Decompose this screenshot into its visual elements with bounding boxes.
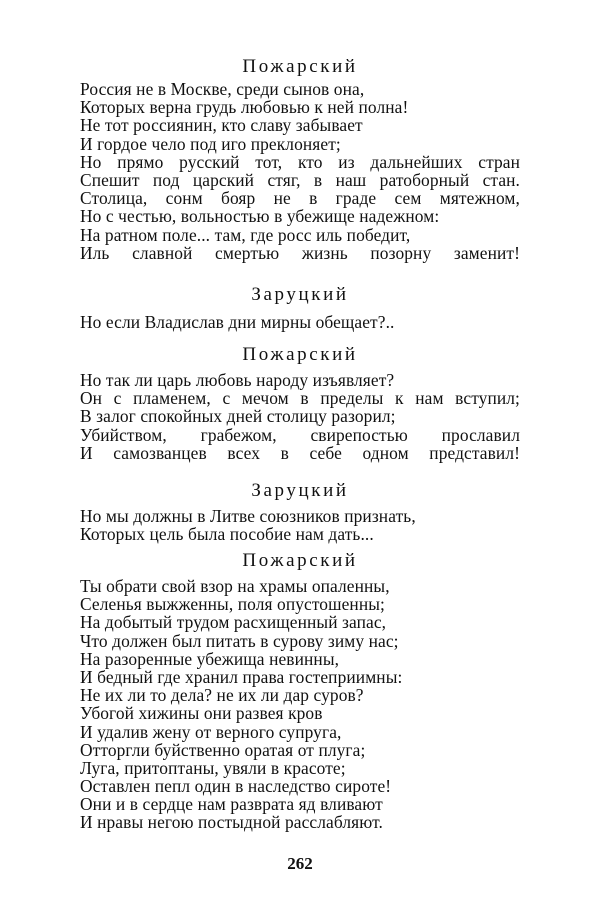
verse-line: На добытый трудом расхищенный запас, bbox=[80, 612, 387, 633]
verse-line: Столица, сонм бояр не в граде сем мятежном, bbox=[80, 188, 520, 209]
verse-line: Что должен был питать в сурову зиму нас; bbox=[80, 630, 399, 651]
verse-block bbox=[80, 313, 520, 331]
verse-line: Оставлен пепл один в наследство сироте! bbox=[80, 776, 392, 797]
verse-line: Ты обрати свой взор на храмы опаленны, bbox=[80, 576, 390, 596]
verse-line: В залог спокойных дней столицу разорил; bbox=[80, 406, 396, 427]
verse-line: Убогой хижины они развея кров bbox=[80, 703, 323, 724]
speaker-name: Заруцкий bbox=[251, 284, 349, 305]
verse-line: И самозванцев всех в себе одном представил! bbox=[80, 442, 520, 463]
verse-line: Они и в сердце нам разврата яд вливают bbox=[80, 794, 383, 815]
verse-line: Россия не в Москве, среди сынов она, bbox=[80, 79, 365, 99]
verse-line: Но мы должны в Литве союзников признать, bbox=[80, 506, 416, 526]
verse-line: Но прямо русский тот, кто из дальнейших стран bbox=[80, 151, 520, 172]
verse-block bbox=[80, 80, 520, 262]
verse-line: И бедный где хранил права гостеприимны: bbox=[80, 666, 403, 687]
speaker-name: Пожарский bbox=[242, 344, 358, 365]
verse-line: Отторгли буйственно оратая от плуга; bbox=[80, 739, 366, 760]
verse-line: Луга, притоптаны, увяли в красоте; bbox=[80, 757, 346, 778]
verse-line: На разоренные убежища невинны, bbox=[80, 648, 340, 669]
verse-line: На ратном поле... там, где росс иль победит, bbox=[80, 224, 411, 245]
verse-line: Но с честью, вольностью в убежище надежном: bbox=[80, 206, 440, 227]
speaker-name: Пожарский bbox=[242, 56, 358, 77]
verse-line: Но если Владислав дни мирны обещает?.. bbox=[80, 312, 395, 332]
verse-line: Иль славной смертью жизнь позорну заменит! bbox=[80, 242, 520, 263]
verse-line: Но так ли царь любовь народу изъявляет? bbox=[80, 370, 395, 390]
verse-line: Убийством, грабежом, свирепостью прославил bbox=[80, 424, 520, 445]
verse-line: Которых верна грудь любовью к ней полна! bbox=[80, 97, 409, 118]
verse-line: И гордое чело под иго преклоняет; bbox=[80, 133, 341, 154]
verse-block bbox=[80, 507, 520, 543]
verse-line: Не тот россиянин, кто славу забывает bbox=[80, 115, 363, 136]
page-number: 262 bbox=[287, 854, 313, 873]
verse-line: Спешит под царский стяг, в наш ратоборный стан. bbox=[80, 169, 520, 190]
verse-line: Он с пламенем, с мечом в пределы к нам вступил; bbox=[80, 388, 520, 409]
verse-line: И нравы негою постыдной расслабляют. bbox=[80, 812, 383, 833]
verse-line: Не их ли то дела? не их ли дар суров? bbox=[80, 685, 364, 706]
verse-block bbox=[80, 577, 520, 832]
verse-line: Которых цель была пособие нам дать... bbox=[80, 524, 374, 545]
speaker-name: Пожарский bbox=[242, 550, 358, 571]
verse-line: Селенья выжженны, поля опустошенны; bbox=[80, 594, 385, 615]
verse-block bbox=[80, 371, 520, 462]
speaker-name: Заруцкий bbox=[251, 480, 349, 501]
verse-line: И удалив жену от верного супруга, bbox=[80, 721, 342, 742]
